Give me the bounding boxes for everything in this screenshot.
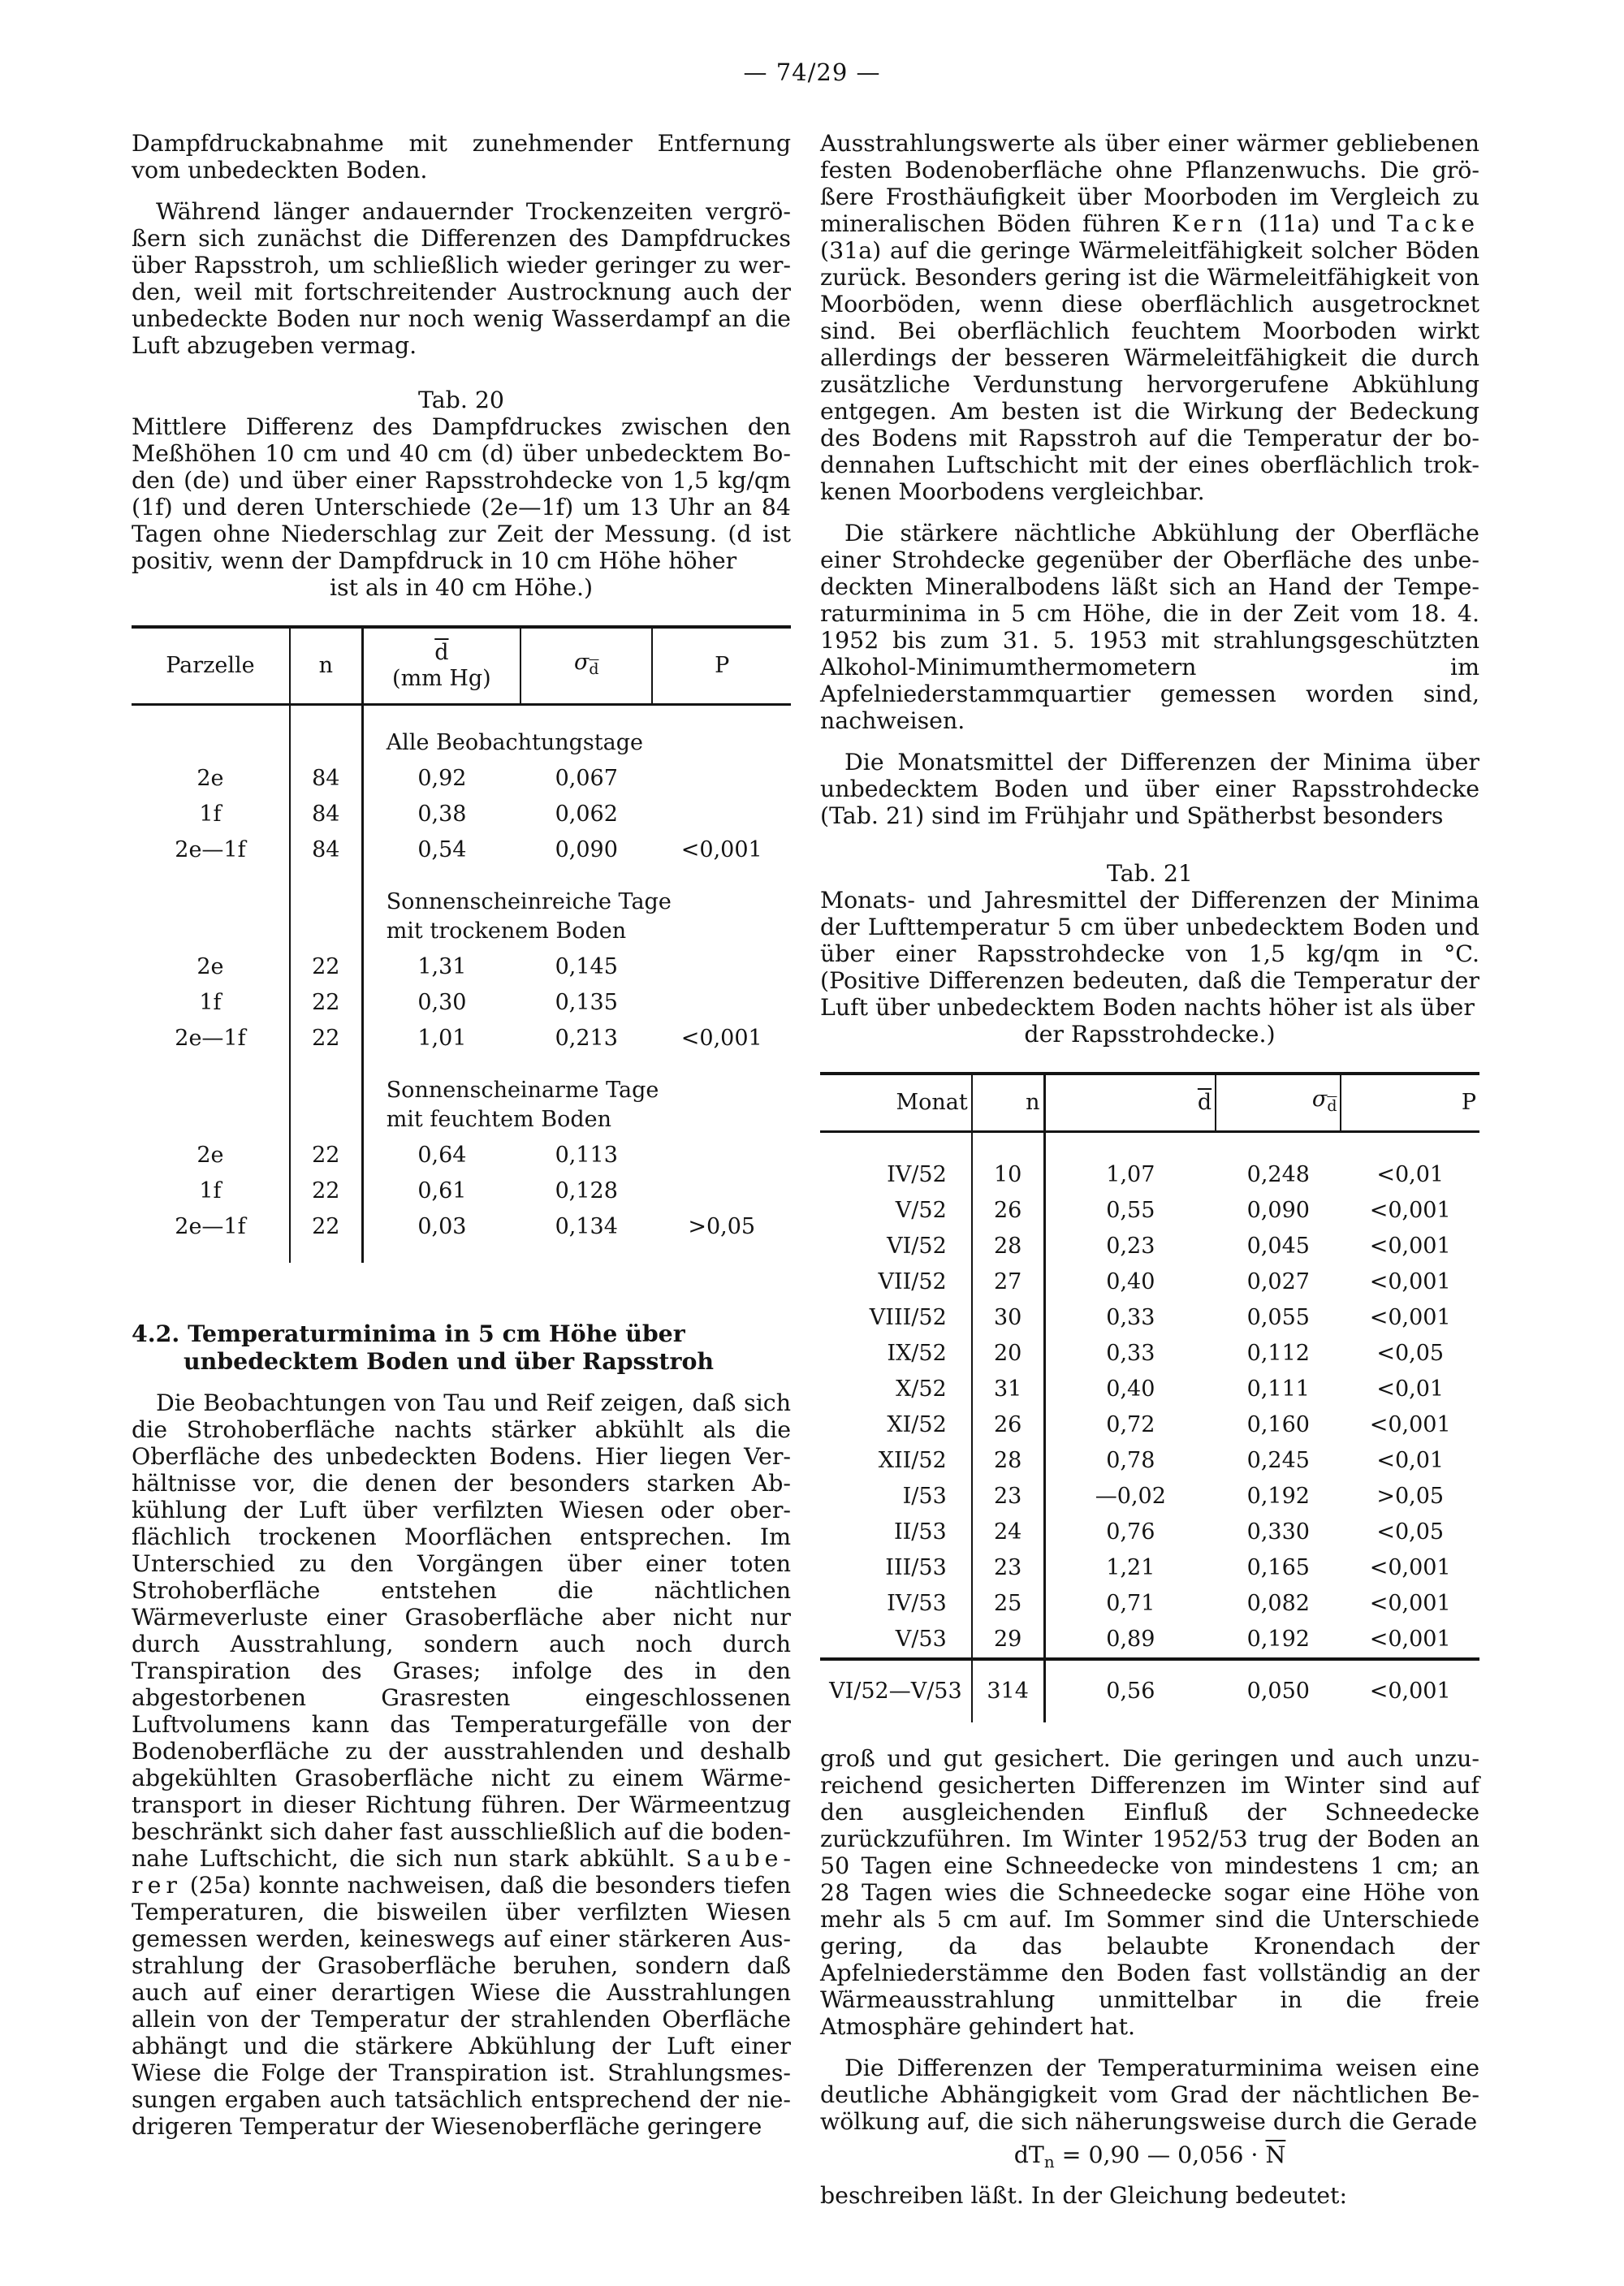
table-row: III/53 23 1,21 0,165 <0,001	[820, 1550, 1479, 1586]
paragraph: Ausstrahlungswerte als über einer wärmer gebliebenen festen Bodenoberfläche ohne Pflanzenwuchs. Die größere Frosthäufigkeit über Moorboden im Vergleich zu mineralischen Böden führen Kern (11a) und Tacke (31a) auf die geringe Wärmeleitfähigkeit solcher Böden zurück. Besonders gering ist die Wärmeleitfähigkeit von Moorböden, wenn diese oberflächlich ausgetrocknet sind. Bei oberflächlich feuchtem Moorboden wirkt allerdings der besseren Wärmeleitfähigkeit die durch zusätzliche Verdunstung hervorgerufene Abkühlung entgegen. Am besten ist die Wirkung der Bedeckung des Bodens mit Rapsstroh auf die Temperatur der bodennahen Luftschicht mit der eines oberflächlich trokkenen Moorbodens vergleichbar.	[820, 130, 1480, 505]
table-row: 2e 22 0,64 0,113	[132, 1138, 791, 1173]
table-row: 2e—1f 22 0,03 0,134 >0,05	[132, 1209, 791, 1245]
group-header-row: Alle Beobachtungstage	[132, 705, 791, 762]
table-total-row: VI/52—V/53 314 0,56 0,050 <0,001	[820, 1659, 1479, 1722]
col-header-p: P	[652, 627, 791, 705]
table-row: V/52 26 0,55 0,090 <0,001	[820, 1193, 1479, 1229]
table-20	[132, 625, 791, 1263]
col-header-parzelle: Parzelle	[132, 627, 290, 705]
table-row: 2e—1f 22 1,01 0,213 <0,001	[132, 1021, 791, 1057]
table-21	[820, 1072, 1479, 1722]
table-row: IX/52 20 0,33 0,112 <0,05	[820, 1336, 1479, 1372]
paragraph: Die Differenzen der Temperaturminima weisen eine deutliche Abhängigkeit vom Grad der nächtlichen Bewölkung auf, die sich näherungsweise durch die Gerade	[820, 2055, 1479, 2135]
paragraph: groß und gut gesichert. Die geringen und auch unzureichend gesicherten Differenzen im Winter sind auf den ausgleichenden Einfluß der Schneedecke zurückzuführen. Im Winter 1952/53 trug der Boden an 50 Tagen eine Schneedecke von mindestens 1 cm; an 28 Tagen wies die Schneedecke sogar eine Höhe von mehr als 5 cm auf. Im Sommer sind die Unterschiede gering, da das belaubte Kronendach der Apfelniederstämme den Boden fast vollständig an der Wärmeausstrahlung unmittelbar in die freie Atmosphäre gehindert hat.	[820, 1745, 1479, 2040]
author-name: Kern	[1171, 210, 1248, 237]
table-row: XI/52 26 0,72 0,160 <0,001	[820, 1407, 1479, 1443]
col-header-d: $\overline{d}$ (mm Hg)	[362, 627, 520, 705]
right-column	[820, 130, 1479, 2209]
left-column	[132, 130, 791, 2140]
table-row: I/53 23 —0,02 0,192 >0,05	[820, 1479, 1479, 1515]
col-header-n: n	[972, 1074, 1044, 1132]
table-row: II/53 24 0,76 0,330 <0,05	[820, 1515, 1479, 1550]
table-row: V/53 29 0,89 0,192 <0,001	[820, 1622, 1479, 1659]
paragraph: Die Beobachtungen von Tau und Reif zeigen, daß sich die Strohoberfläche nachts stärker abkühlt als die Oberfläche des unbedeckten Bodens. Hier liegen Verhältnisse vor, die denen der besonders starken Abkühlung der Luft über verfilzten Wiesen oder oberflächlich trockenen Moorflächen entsprechen. Im Unterschied zu den Vorgängen über einer toten Strohoberfläche entstehen die nächtlichen Wärmeverluste einer Grasoberfläche aber nicht nur durch Ausstrahlung, sondern auch noch durch Transpiration des Grases; infolge des in den abgestorbenen Grasresten eingeschlossenen Luftvolumens kann das Temperaturgefälle von der Bodenoberfläche zu der ausstrahlenden und deshalb abgekühlten Grasoberfläche nicht zu einem Wärmetransport in dieser Richtung führen. Der Wärmeentzug beschränkt sich daher fast ausschließlich auf die bodennahe Luftschicht, die sich nun stark abkühlt. Sauberer (25a) konnte nachweisen, daß die besonders tiefen Temperaturen, die bisweilen über verfilzten Wiesen gemessen werden, keineswegs auf einer stärkeren Ausstrahlung der Grasoberfläche beruhen, sondern daß auch auf einer derartigen Wiese die Ausstrahlungen allein von der Temperatur der strahlenden Oberfläche abhängt und die stärkere Abkühlung der Luft einer Wiese die Folge der Transpiration ist. Strahlungsmessungen ergaben auch tatsächlich entsprechend der niedrigeren Temperatur der Wiesenoberfläche geringere	[132, 1389, 792, 2140]
table-row: VIII/52 30 0,33 0,055 <0,001	[820, 1300, 1479, 1336]
table-row: VII/52 27 0,40 0,027 <0,001	[820, 1264, 1479, 1300]
table-row: XII/52 28 0,78 0,245 <0,01	[820, 1443, 1479, 1479]
table-20-title: Tab. 20	[417, 387, 504, 413]
page-number: — 74/29 —	[743, 58, 881, 86]
paragraph: Die Monatsmittel der Differenzen der Minima über unbedecktem Boden und über einer Rapsstrohdecke (Tab. 21) sind im Frühjahr und Spätherbst besonders	[820, 749, 1479, 829]
table-row: 1f 22 0,30 0,135	[132, 985, 791, 1021]
table-row: X/52 31 0,40 0,111 <0,01	[820, 1372, 1479, 1407]
paragraph: Dampfdruckabnahme mit zunehmender Entfernung vom unbedeckten Boden.	[132, 130, 791, 184]
col-header-sigma: $\sigma_{\overline{d}}$	[1216, 1074, 1341, 1132]
col-header-p: P	[1341, 1074, 1479, 1132]
table-20-caption: Mittlere Differenz des Dampfdruckes zwischen den Meßhöhen 10 cm und 40 cm (d) über unbedecktem Boden (de) und über einer Rapsstrohdecke von 1,5 kg/qm (1f) und deren Unterschiede (2e—1f) um 13 Uhr an 84 Tagen ohne Niederschlag zur Zeit der Messung. (d ist positiv, wenn der Dampfdruck in 10 cm Höhe höher ist als in 40 cm Höhe.)	[132, 413, 791, 601]
paragraph: Während länger andauernder Trockenzeiten vergrößern sich zunächst die Differenzen des Dampfdruckes über Rapsstroh, um schließlich wieder geringer zu werden, weil mit fortschreitender Austrocknung auch der unbedeckte Boden nur noch wenig Wasserdampf an die Luft abzugeben vermag.	[132, 198, 791, 359]
author-name: Sauberer	[132, 1845, 792, 1899]
col-header-monat: Monat	[820, 1074, 972, 1132]
table-row: 1f 84 0,38 0,062	[132, 797, 791, 832]
author-name: Tacke	[1387, 210, 1480, 237]
table-row: IV/52 10 1,07 0,248 <0,01	[820, 1157, 1479, 1193]
col-header-sigma: $\sigma_{\overline{d}}$	[520, 627, 652, 705]
table-row: 2e—1f 84 0,54 0,090 <0,001	[132, 832, 791, 868]
col-header-n: n	[290, 627, 362, 705]
table-row: 2e 22 1,31 0,145	[132, 949, 791, 985]
paragraph: beschreiben läßt. In der Gleichung bedeutet:	[820, 2182, 1348, 2209]
col-header-d: $\overline{d}$	[1044, 1074, 1216, 1132]
group-header-row: Sonnenscheinreiche Tage mit trockenem Boden	[132, 868, 791, 949]
paragraph: Die stärkere nächtliche Abkühlung der Oberfläche einer Strohdecke gegenüber der Oberfläche des unbedeckten Mineralbodens läßt sich an Hand der Temperaturminima in 5 cm Höhe, die in der Zeit vom 18. 4. 1952 bis zum 31. 5. 1953 mit strahlungsgeschützten Alkohol-Minimumthermometern im Apfelniederstammquartier gemessen worden sind, nachweisen.	[820, 520, 1479, 734]
group-header-row: Sonnenscheinarme Tage mit feuchtem Boden	[132, 1057, 791, 1138]
equation: $dT_n = 0,90$ — $0,056 \cdot \overline{N}$	[1013, 2141, 1286, 2171]
table-row: 1f 22 0,61 0,128	[132, 1173, 791, 1209]
table-21-title: Tab. 21	[1106, 860, 1193, 887]
table-21-caption: Monats- und Jahresmittel der Differenzen der Minima der Lufttemperatur 5 cm über unbedecktem Boden und über einer Rapsstrohdecke von 1,5 kg/qm in °C. (Positive Differenzen bedeuten, daß die Temperatur der Luft über unbedecktem Boden nachts höher ist als über der Rapsstrohdecke.)	[820, 887, 1479, 1048]
section-heading-4-2: 4.2. Temperaturminima in 5 cm Höhe über unbedecktem Boden und über Rapsstroh	[132, 1320, 715, 1375]
table-row: IV/53 25 0,71 0,082 <0,001	[820, 1586, 1479, 1622]
table-row: 2e 84 0,92 0,067	[132, 761, 791, 797]
table-row: VI/52 28 0,23 0,045 <0,001	[820, 1229, 1479, 1264]
